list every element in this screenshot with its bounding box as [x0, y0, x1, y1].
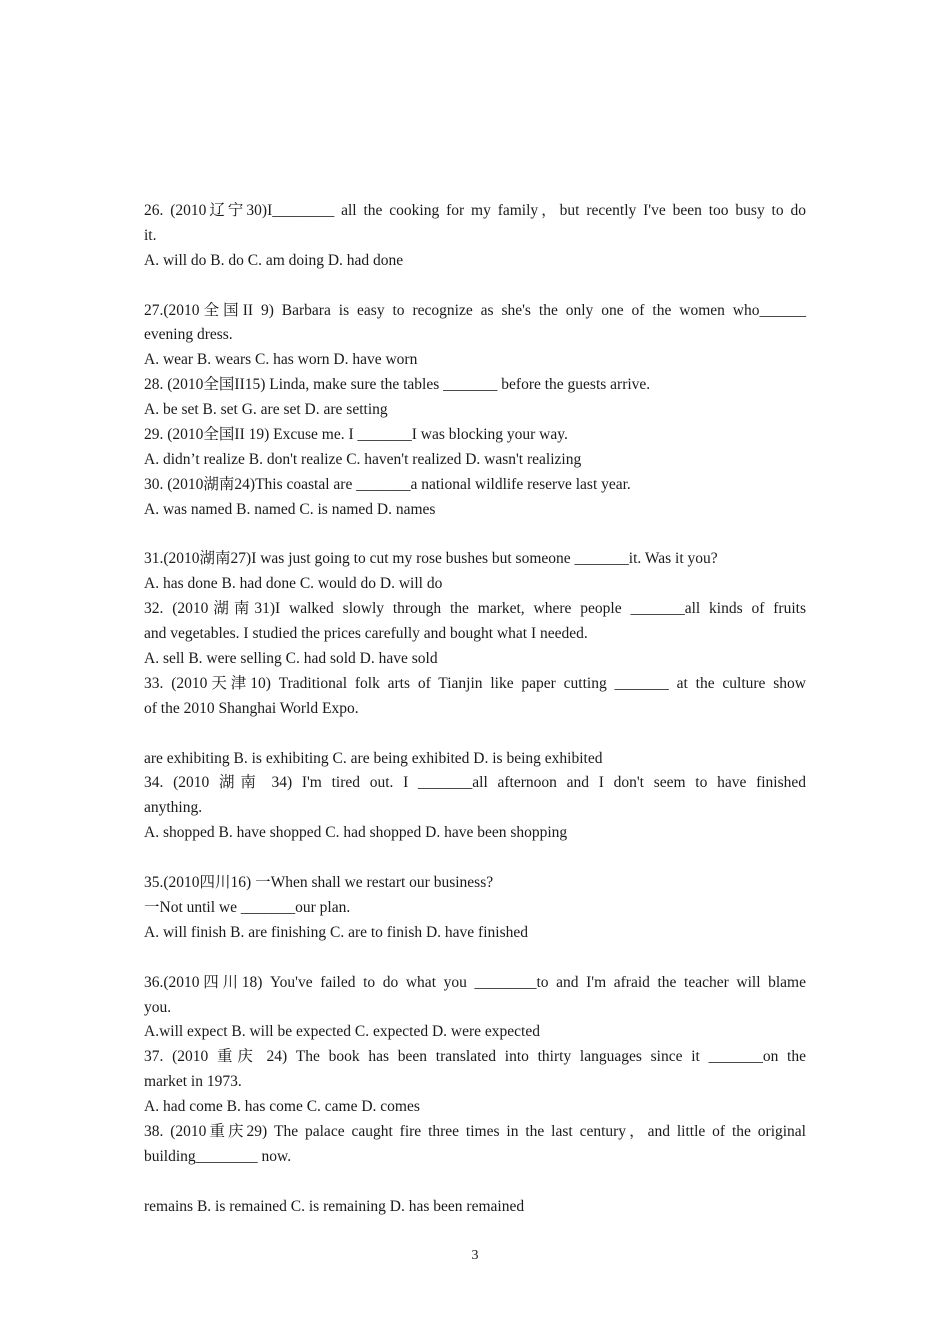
blank-line	[144, 1170, 806, 1195]
text-line: 30. (2010湖南24)This coastal are _______a national wildlife reserve last year.	[144, 475, 631, 493]
text-line: 31.(2010湖南27)I was just going to cut my rose bushes but someone _______it. Was it you?	[144, 550, 718, 568]
text-line: remains B. is remained C. is remaining D. has been remained	[144, 1197, 525, 1215]
page-number: 3	[471, 1248, 479, 1263]
text-line: and vegetables. I studied the prices carefully and bought what I needed.	[144, 625, 588, 643]
text-line: you.	[144, 998, 172, 1016]
text-line: 33. (2010天津10) Traditional folk arts of Tianjin like paper cutting _______ at the culture show	[144, 674, 806, 692]
text-line: A. will finish B. are finishing C. are to finish D. have finished	[144, 923, 528, 941]
text-line: 28. (2010全国II15) Linda, make sure the tables _______ before the guests arrive.	[144, 376, 651, 394]
text-line: building________ now.	[144, 1147, 292, 1165]
text-line: A. sell B. were selling C. had sold D. have sold	[144, 650, 438, 668]
blank-line	[144, 722, 806, 747]
text-line: A. will do B. do C. am doing D. had done	[144, 251, 404, 269]
text-line: 34. (2010 湖南 34) I'm tired out. I _______all afternoon and I don't seem to have finished	[144, 774, 806, 792]
text-line: 36.(2010四川18) You've failed to do what you ________to and I'm afraid the teacher will blame	[144, 973, 806, 991]
text-line: A. had come B. has come C. came D. comes	[144, 1098, 420, 1116]
text-line: A. wear B. wears C. has worn D. have worn	[144, 351, 418, 369]
text-line: A. was named B. named C. is named D. names	[144, 500, 436, 518]
text-line: A.will expect B. will be expected C. expected D. were expected	[144, 1023, 540, 1041]
text-line: market in 1973.	[144, 1073, 242, 1091]
text-line: A. has done B. had done C. would do D. will do	[144, 575, 443, 593]
text-line: 37. (2010 重庆 24) The book has been translated into thirty languages since it _______on the	[144, 1048, 806, 1066]
text-line: 27.(2010全国II 9) Barbara is easy to recognize as she's the only one of the women who______	[144, 301, 806, 319]
blank-line	[144, 846, 806, 871]
text-line: 32. (2010湖南31)I walked slowly through the market, where people _______all kinds of fruits	[144, 600, 806, 618]
text-line: evening dress.	[144, 326, 233, 344]
blank-line	[144, 274, 806, 299]
text-line: A. shopped B. have shopped C. had shopped D. have been shopping	[144, 824, 568, 842]
blank-line	[144, 523, 806, 548]
text-line: A. didn’t realize B. don't realize C. haven't realized D. wasn't realizing	[144, 450, 582, 468]
text-line: 29. (2010全国II 19) Excuse me. I _______I was blocking your way.	[144, 426, 568, 444]
text-line: 一Not until we _______our plan.	[144, 898, 351, 916]
document-body	[144, 199, 806, 1220]
blank-line	[144, 946, 806, 971]
text-line: anything.	[144, 799, 203, 817]
text-line: 26. (2010辽宁30)I________ all the cooking for my family，but recently I've been too busy to do	[144, 202, 806, 219]
text-line: A. be set B. set G. are set D. are setting	[144, 401, 388, 419]
text-line: it.	[144, 226, 157, 244]
text-line: 35.(2010四川16) 一When shall we restart our business?	[144, 874, 494, 892]
text-line: of the 2010 Shanghai World Expo.	[144, 699, 359, 717]
text-line: 38. (2010重庆29) The palace caught fire three times in the last century，and little of the original	[144, 1122, 806, 1140]
text-line: are exhibiting B. is exhibiting C. are being exhibited D. is being exhibited	[144, 749, 603, 767]
